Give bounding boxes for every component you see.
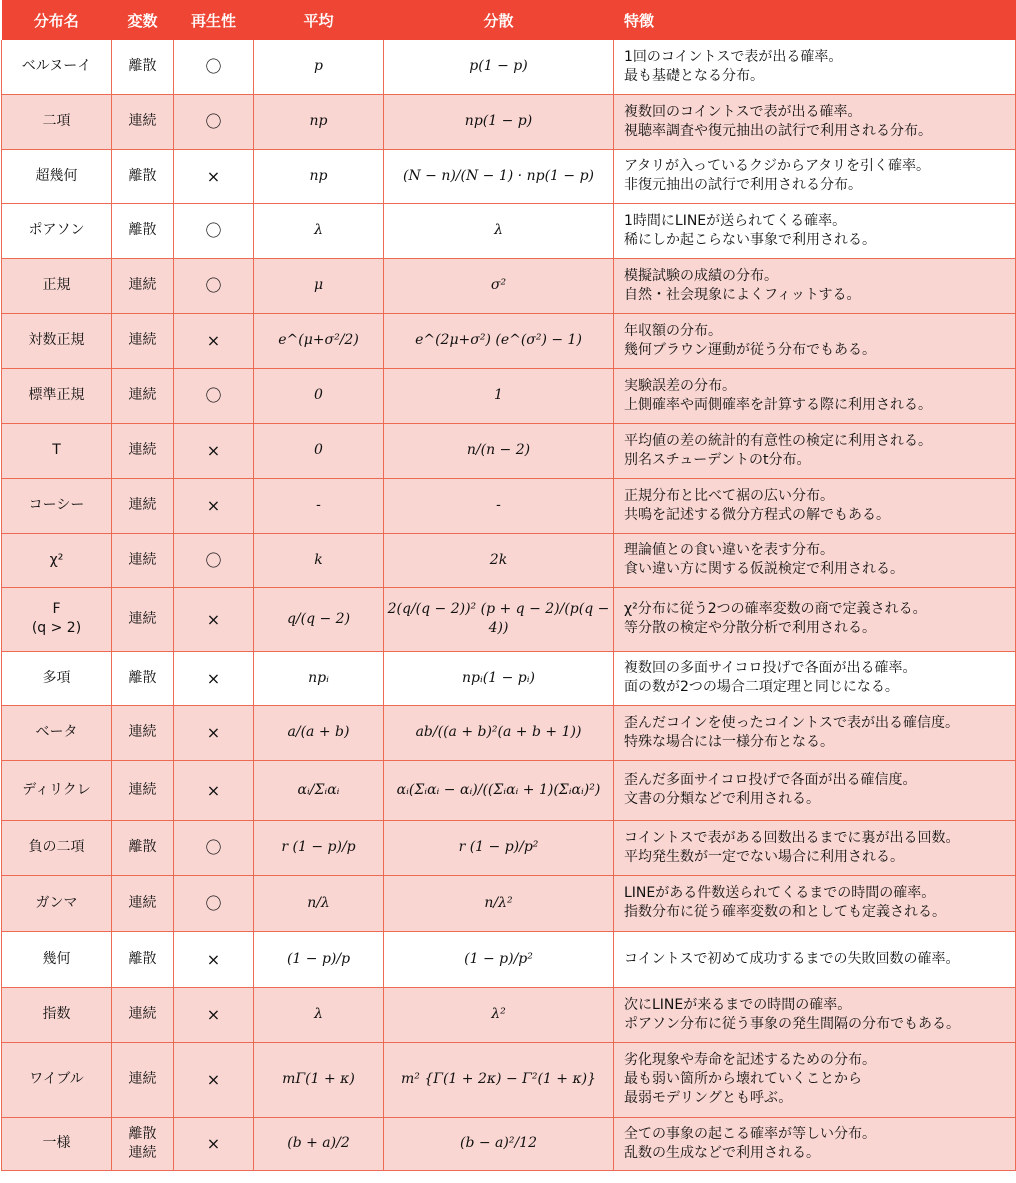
feature-text: アタリが入っているクジからアタリを引く確率。 非復元抽出の試行で利用される分布。 — [614, 149, 1016, 203]
variance-formula: r (1 − p)/p² — [384, 820, 614, 875]
table-row — [2, 149, 1016, 203]
feature-text: 模擬試験の成績の分布。 自然・社会現象によくフィットする。 — [614, 258, 1016, 313]
table-row — [2, 875, 1016, 931]
reproductive-mark: 〇 — [174, 368, 254, 423]
reproductive-mark: 〇 — [174, 40, 254, 94]
variable-type: 離散 — [112, 820, 174, 875]
mean-formula: np — [254, 149, 384, 203]
variance-formula: 2k — [384, 533, 614, 587]
feature-text: 実験誤差の分布。 上側確率や両側確率を計算する際に利用される。 — [614, 368, 1016, 423]
mean-formula: - — [254, 478, 384, 533]
reproductive-mark: 〇 — [174, 203, 254, 258]
variance-formula: ab/((a + b)²(a + b + 1)) — [384, 705, 614, 760]
dist-name: ベルヌーイ — [2, 40, 112, 94]
header-feature: 特徴 — [614, 0, 1016, 40]
reproductive-mark: × — [174, 149, 254, 203]
variance-formula: npᵢ(1 − pᵢ) — [384, 651, 614, 705]
variance-formula: n/(n − 2) — [384, 423, 614, 478]
feature-text: 複数回の多面サイコロ投げで各面が出る確率。 面の数が2つの場合二項定理と同じになる。 — [614, 651, 1016, 705]
header-name: 分布名 — [2, 0, 112, 40]
table-row — [2, 258, 1016, 313]
variable-type: 離散 連続 — [112, 1117, 174, 1170]
reproductive-mark: × — [174, 587, 254, 651]
mean-formula: mΓ(1 + κ) — [254, 1042, 384, 1117]
reproductive-mark: 〇 — [174, 820, 254, 875]
feature-text: 次にLINEが来るまでの時間の確率。 ポアソン分布に従う事象の発生間隔の分布でもある。 — [614, 987, 1016, 1042]
variable-type: 連続 — [112, 423, 174, 478]
variance-formula: (1 − p)/p² — [384, 931, 614, 987]
header-reproductive: 再生性 — [174, 0, 254, 40]
variable-type: 離散 — [112, 40, 174, 94]
variance-formula: λ² — [384, 987, 614, 1042]
feature-text: 1回のコイントスで表が出る確率。 最も基礎となる分布。 — [614, 40, 1016, 94]
mean-formula: λ — [254, 203, 384, 258]
mean-formula: n/λ — [254, 875, 384, 931]
variance-formula: σ² — [384, 258, 614, 313]
dist-name: F (q > 2) — [2, 587, 112, 651]
table-row — [2, 1117, 1016, 1170]
variable-type: 連続 — [112, 313, 174, 368]
dist-name: ベータ — [2, 705, 112, 760]
variance-formula: m² {Γ(1 + 2κ) − Γ²(1 + κ)} — [384, 1042, 614, 1117]
dist-name: 多項 — [2, 651, 112, 705]
variable-type: 連続 — [112, 705, 174, 760]
dist-name: 対数正規 — [2, 313, 112, 368]
dist-name: ポアソン — [2, 203, 112, 258]
table-row — [2, 1042, 1016, 1117]
reproductive-mark: × — [174, 651, 254, 705]
mean-formula: λ — [254, 987, 384, 1042]
variable-type: 連続 — [112, 368, 174, 423]
mean-formula: a/(a + b) — [254, 705, 384, 760]
reproductive-mark: × — [174, 705, 254, 760]
feature-text: LINEがある件数送られてくるまでの時間の確率。 指数分布に従う確率変数の和としても定義される。 — [614, 875, 1016, 931]
mean-formula: 0 — [254, 423, 384, 478]
mean-formula: npᵢ — [254, 651, 384, 705]
variable-type: 連続 — [112, 587, 174, 651]
mean-formula: k — [254, 533, 384, 587]
reproductive-mark: × — [174, 760, 254, 820]
dist-name: 指数 — [2, 987, 112, 1042]
dist-name: ディリクレ — [2, 760, 112, 820]
header-variance: 分散 — [384, 0, 614, 40]
mean-formula: r (1 − p)/p — [254, 820, 384, 875]
reproductive-mark: × — [174, 478, 254, 533]
variance-formula: np(1 − p) — [384, 94, 614, 149]
mean-formula: e^(μ+σ²/2) — [254, 313, 384, 368]
dist-name: T — [2, 423, 112, 478]
table-row — [2, 987, 1016, 1042]
dist-name: 正規 — [2, 258, 112, 313]
dist-name: ガンマ — [2, 875, 112, 931]
feature-text: 年収額の分布。 幾何ブラウン運動が従う分布でもある。 — [614, 313, 1016, 368]
variable-type: 連続 — [112, 258, 174, 313]
table-row — [2, 478, 1016, 533]
mean-formula: np — [254, 94, 384, 149]
variable-type: 連続 — [112, 987, 174, 1042]
variance-formula: (N − n)/(N − 1) · np(1 − p) — [384, 149, 614, 203]
feature-text: コイントスで表がある回数出るまでに裏が出る回数。 平均発生数が一定でない場合に利用される。 — [614, 820, 1016, 875]
variable-type: 離散 — [112, 149, 174, 203]
variable-type: 連続 — [112, 875, 174, 931]
table-row — [2, 94, 1016, 149]
table-header-row — [2, 0, 1016, 40]
reproductive-mark: 〇 — [174, 875, 254, 931]
table-row — [2, 931, 1016, 987]
reproductive-mark: × — [174, 931, 254, 987]
feature-text: 歪んだコインを使ったコイントスで表が出る確信度。 特殊な場合には一様分布となる。 — [614, 705, 1016, 760]
mean-formula: q/(q − 2) — [254, 587, 384, 651]
reproductive-mark: × — [174, 423, 254, 478]
variable-type: 連続 — [112, 478, 174, 533]
dist-name: 超幾何 — [2, 149, 112, 203]
reproductive-mark: × — [174, 313, 254, 368]
reproductive-mark: 〇 — [174, 258, 254, 313]
feature-text: 全ての事象の起こる確率が等しい分布。 乱数の生成などで利用される。 — [614, 1117, 1016, 1170]
mean-formula: 0 — [254, 368, 384, 423]
variance-formula: p(1 − p) — [384, 40, 614, 94]
dist-name: 負の二項 — [2, 820, 112, 875]
variance-formula: e^(2μ+σ²) (e^(σ²) − 1) — [384, 313, 614, 368]
variable-type: 離散 — [112, 651, 174, 705]
reproductive-mark: × — [174, 1117, 254, 1170]
variance-formula: λ — [384, 203, 614, 258]
dist-name: 一様 — [2, 1117, 112, 1170]
variance-formula: 2(q/(q − 2))² (p + q − 2)/(p(q − 4)) — [384, 587, 614, 651]
feature-text: 平均値の差の統計的有意性の検定に利用される。 別名スチューデントのt分布。 — [614, 423, 1016, 478]
mean-formula: (1 − p)/p — [254, 931, 384, 987]
table-row — [2, 203, 1016, 258]
dist-name: 二項 — [2, 94, 112, 149]
table-row — [2, 423, 1016, 478]
table-row — [2, 533, 1016, 587]
header-mean: 平均 — [254, 0, 384, 40]
variable-type: 連続 — [112, 533, 174, 587]
table-row — [2, 651, 1016, 705]
variance-formula: 1 — [384, 368, 614, 423]
table-row — [2, 705, 1016, 760]
mean-formula: μ — [254, 258, 384, 313]
reproductive-mark: × — [174, 987, 254, 1042]
feature-text: コイントスで初めて成功するまでの失敗回数の確率。 — [614, 931, 1016, 987]
table-row — [2, 368, 1016, 423]
feature-text: χ²分布に従う2つの確率変数の商で定義される。 等分散の検定や分散分析で利用される。 — [614, 587, 1016, 651]
table-row — [2, 40, 1016, 94]
feature-text: 1時間にLINEが送られてくる確率。 稀にしか起こらない事象で利用される。 — [614, 203, 1016, 258]
mean-formula: αᵢ/Σᵢαᵢ — [254, 760, 384, 820]
variance-formula: αᵢ(Σᵢαᵢ − αᵢ)/((Σᵢαᵢ + 1)(Σᵢαᵢ)²) — [384, 760, 614, 820]
variable-type: 連続 — [112, 760, 174, 820]
feature-text: 理論値との食い違いを表す分布。 食い違い方に関する仮説検定で利用される。 — [614, 533, 1016, 587]
table-row — [2, 820, 1016, 875]
distribution-table — [1, 0, 1016, 1171]
variance-formula: (b − a)²/12 — [384, 1117, 614, 1170]
variance-formula: n/λ² — [384, 875, 614, 931]
dist-name: 標準正規 — [2, 368, 112, 423]
table-row — [2, 587, 1016, 651]
reproductive-mark: 〇 — [174, 533, 254, 587]
reproductive-mark: × — [174, 1042, 254, 1117]
reproductive-mark: 〇 — [174, 94, 254, 149]
header-variable: 変数 — [112, 0, 174, 40]
mean-formula: p — [254, 40, 384, 94]
dist-name: χ² — [2, 533, 112, 587]
dist-name: コーシー — [2, 478, 112, 533]
variable-type: 離散 — [112, 931, 174, 987]
dist-name: 幾何 — [2, 931, 112, 987]
dist-name: ワイブル — [2, 1042, 112, 1117]
variance-formula: - — [384, 478, 614, 533]
feature-text: 正規分布と比べて裾の広い分布。 共鳴を記述する微分方程式の解でもある。 — [614, 478, 1016, 533]
variable-type: 連続 — [112, 1042, 174, 1117]
feature-text: 劣化現象や寿命を記述するための分布。 最も弱い箇所から壊れていくことから 最弱モデリングとも呼ぶ。 — [614, 1042, 1016, 1117]
feature-text: 複数回のコイントスで表が出る確率。 視聴率調査や復元抽出の試行で利用される分布。 — [614, 94, 1016, 149]
variable-type: 連続 — [112, 94, 174, 149]
variable-type: 離散 — [112, 203, 174, 258]
mean-formula: (b + a)/2 — [254, 1117, 384, 1170]
feature-text: 歪んだ多面サイコロ投げで各面が出る確信度。 文書の分類などで利用される。 — [614, 760, 1016, 820]
table-row — [2, 313, 1016, 368]
table-row — [2, 760, 1016, 820]
